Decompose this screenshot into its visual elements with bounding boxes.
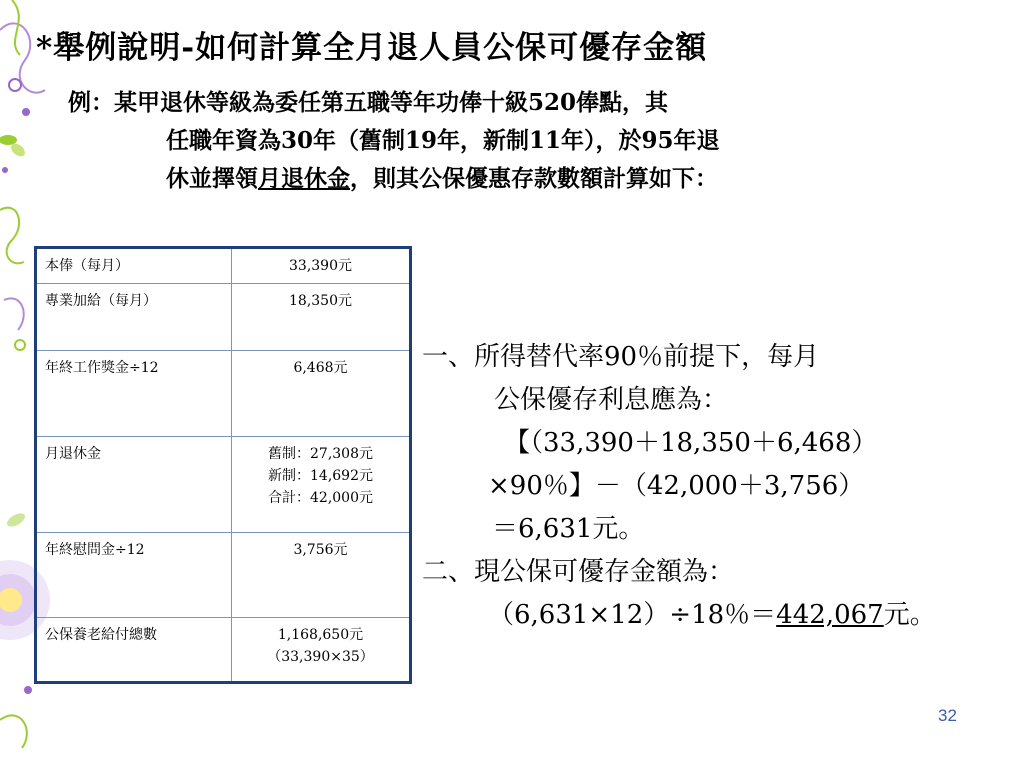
page-number: 32 xyxy=(938,706,957,725)
slide-title: *舉例說明-如何計算全月退人員公保可優存金額 xyxy=(36,30,708,66)
example-line: 例：某甲退休等級為委任第五職等年功俸十級520俸點，其 xyxy=(68,89,669,116)
decor-flower-top-left xyxy=(0,135,27,173)
row-value xyxy=(232,248,411,284)
value-line: 3,756元 xyxy=(293,542,348,558)
calc-line: 二、現公保可優存金額為： xyxy=(422,557,735,587)
value-line: 1,168,650元 xyxy=(277,627,364,643)
calc-line: ×90％】－（42,000＋3,756） xyxy=(488,471,865,501)
row-label: 公保養老給付總數 xyxy=(36,618,232,683)
calc-line: 公保優存利息應為： xyxy=(494,385,729,415)
example-underlined-text: 月退休金 xyxy=(258,165,350,192)
calc-line: ＝6,631元。 xyxy=(492,514,645,544)
example-paragraph xyxy=(68,84,998,198)
value-line: 18,350元 xyxy=(289,293,352,309)
table-row xyxy=(36,618,411,683)
example-text: ，則其公保優惠存款數額計算如下： xyxy=(350,165,718,192)
example-text: 休並擇領 xyxy=(166,165,258,192)
value-line: （33,390×35） xyxy=(267,649,374,665)
salary-table xyxy=(34,246,412,684)
value-line: 舊制：27,308元 xyxy=(268,446,373,462)
table-row xyxy=(36,284,411,351)
value-line: 33,390元 xyxy=(289,258,352,274)
table-row xyxy=(36,351,411,437)
value-line: 新制：14,692元 xyxy=(268,468,373,484)
row-value xyxy=(232,618,411,683)
table-row xyxy=(36,437,411,533)
calc-text: 元。 xyxy=(883,600,936,630)
row-label: 月退休金 xyxy=(36,437,232,533)
calc-line: 【（33,390＋18,350＋6,468） xyxy=(504,428,878,458)
row-value xyxy=(232,533,411,618)
row-label: 年終工作獎金÷12 xyxy=(36,351,232,437)
row-label: 本俸（每月） xyxy=(36,248,232,284)
table-row xyxy=(36,248,411,284)
calc-line xyxy=(422,594,1022,637)
row-value xyxy=(232,284,411,351)
calc-text: （6,631×12）÷18％＝ xyxy=(488,600,777,630)
table-row xyxy=(36,533,411,618)
example-line xyxy=(68,160,998,198)
row-label: 專業加給（每月） xyxy=(36,284,232,351)
calc-line: 一、所得替代率90％前提下，每月 xyxy=(422,342,820,372)
row-label: 年終慰問金÷12 xyxy=(36,533,232,618)
value-line: 合計：42,000元 xyxy=(268,490,373,506)
row-value xyxy=(232,437,411,533)
calc-result-underlined: 442,067 xyxy=(776,600,884,630)
decor-swirl-middle xyxy=(0,208,25,350)
row-value xyxy=(232,351,411,437)
value-line: 6,468元 xyxy=(293,360,348,376)
example-line: 任職年資為30年（舊制19年，新制11年），於95年退 xyxy=(166,127,720,154)
calculation-text xyxy=(422,336,1022,637)
